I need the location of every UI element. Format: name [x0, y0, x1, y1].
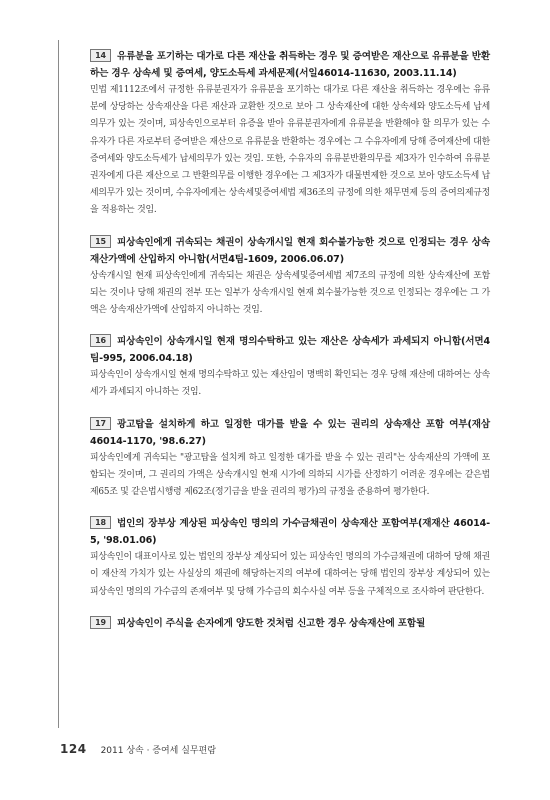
section-number-box: 14	[90, 49, 111, 62]
book-title: 2011 상속 · 증여세 실무편람	[100, 746, 217, 756]
section-number-box: 16	[90, 334, 111, 347]
section-16	[90, 333, 490, 401]
section-heading	[90, 515, 490, 549]
section-text: 민법 제1112조에서 규정한 유류분권자가 유류분을 포기하는 대가로 다른 재산을 취득하는 경우에는 유류분에 상당하는 상속재산을 다른 재산과 교환한 것으로 보아 그 상속재산에 대한 상속세와 양도소득세 납세의무가 있는 것이며, 피상속인으로부터 유증을 받아 유류분권자에게 유류분을 반환해야 할 의무가 있는 수유자가 다른 자로부터 증여받은 재산으로 유류분을 반환하는 경우에는 그 수유자에게 당해 증여재산에 대한 증여세와 양도소득세가 납세의무가 있는 것임. 또한, 수유자의 유류분반환의무를 제3자가 인수하여 유류분권자에게 다른 재산으로 그 반환의무를 이행한 경우에는 그 제3자가 대물변제한 것으로 보아 양도소득세 납세의무가 있는 것이며, 수유자에게는 상속세및증여세법 제36조의 규정에 의한 채무면제 등의 증여의제규정을 적용하는 것임.	[90, 85, 490, 216]
section-number-box: 17	[90, 417, 111, 430]
section-15	[90, 234, 490, 320]
section-heading	[90, 48, 490, 82]
section-text: 상속개시일 현재 피상속인에게 귀속되는 채권은 상속세및증여세법 제7조의 규정에 의한 상속재산에 포함되는 것이나 당해 채권의 전부 또는 일부가 상속개시일 현재 회수불가능한 것으로 인정되는 경우에는 그 가액은 상속재산가액에 산입하지 아니하는 것임.	[90, 270, 490, 316]
section-19	[90, 615, 490, 632]
section-text: 피상속인이 대표이사로 있는 법인의 장부상 계상되어 있는 피상속인 명의의 가수금채권에 대하여 당해 채권이 재산적 가치가 있는 사실상의 채권에 해당하는지의 여부에 대하여는 당해 법인의 장부상 계상되어 있는 피상속인 명의의 가수금의 존재여부 및 당해 가수금의 회수사실 여부 등을 구체적으로 조사하여 판단한다.	[90, 552, 490, 597]
section-title: 피상속인이 주식을 손자에게 양도한 것처럼 신고한 경우 상속재산에 포함될	[117, 617, 426, 629]
section-title: 유류분을 포기하는 대가로 다른 재산을 취득하는 경우 및 증여받은 재산으로 유류분을 반환하는 경우 상속세 및 증여세, 양도소득세 과세문제(서일46014-11630, 2003.11.14)	[90, 51, 490, 79]
page-number: 124	[60, 742, 87, 756]
section-heading	[90, 615, 490, 632]
section-text: 피상속인이 상속개시일 현재 명의수탁하고 있는 재산임이 명백히 확인되는 경우 당해 재산에 대하여는 상속세가 과세되지 아니하는 것임.	[90, 370, 490, 398]
section-heading	[90, 416, 490, 450]
section-number-box: 18	[90, 516, 111, 529]
left-margin-rule	[58, 40, 59, 728]
section-title: 피상속인이 상속개시일 현재 명의수탁하고 있는 재산은 상속세가 과세되지 아니함(서면4팀-995, 2006.04.18)	[90, 336, 490, 365]
section-title: 피상속인에게 귀속되는 채권이 상속개시일 현재 회수불가능한 것으로 인정되는 경우 상속재산가액에 산입하지 아니함(서면4팀-1609, 2006.06.07)	[90, 236, 490, 265]
section-title: 광고탑을 설치하게 하고 일정한 대가를 받을 수 있는 권리의 상속재산 포함 여부(재삼 46014-1170, '98.6.27)	[90, 418, 490, 447]
section-number-box: 15	[90, 235, 111, 248]
section-18	[90, 515, 490, 601]
section-text: 피상속인에게 귀속되는 "광고탑을 설치케 하고 일정한 대가를 받을 수 있는 권리"는 상속재산의 가액에 포함되는 것이며, 그 권리의 가액은 상속개시일 현재 시가에 의하되 시가를 산정하기 어려운 경우에는 같은법 제65조 및 같은법시행령 제62조(정기금을 받을 권리의 평가)의 규정을 준용하여 평가한다.	[90, 452, 490, 498]
section-14	[90, 48, 490, 220]
section-title: 법인의 장부상 계상된 피상속인 명의의 가수금채권이 상속재산 포함여부(재재산 46014-5, '98.01.06)	[90, 518, 490, 547]
section-heading	[90, 234, 490, 268]
document-body	[90, 48, 490, 632]
section-heading	[90, 333, 490, 367]
section-number-box: 19	[90, 616, 111, 629]
page-footer	[60, 742, 216, 758]
section-17	[90, 416, 490, 502]
